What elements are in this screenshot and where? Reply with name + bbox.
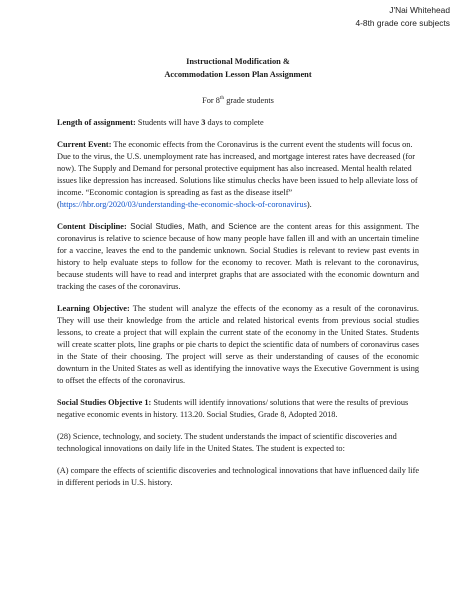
content-discipline-label: Content Discipline: — [57, 221, 127, 231]
subtitle-text-end: grade students — [224, 95, 274, 105]
link-close-paren: ). — [306, 199, 312, 209]
assignment-length-label: Length of assignment: — [57, 117, 136, 127]
objective-1-text: Students will identify innovations/ solutions that were the results of previous negative economic events in history. 113.20. Social Studies, Grade 8, Adopted 2018. — [57, 397, 409, 419]
current-event-section — [57, 139, 419, 211]
grade-level-subtitle — [57, 92, 419, 107]
objective-1-label: Social Studies Objective 1: — [57, 397, 152, 407]
learning-objective-section — [57, 303, 419, 387]
link-open-paren: ( — [57, 199, 60, 209]
assignment-length — [57, 117, 419, 129]
content-discipline-subjects: Social Studies, Math, and Science — [126, 221, 257, 231]
teks-28a-standard: (A) compare the effects of scientific discoveries and technological innovations that have influenced daily life in different periods in U.S. history. — [57, 465, 420, 487]
header — [355, 4, 450, 30]
title-line-2: Accommodation Lesson Plan Assignment — [164, 69, 312, 79]
assignment-days: 3 — [201, 117, 206, 127]
teks-28-standard: (28) Science, technology, and society. The student understands the impact of scientific discoveries and technological innovations on daily life in the United States. The student is expected to: — [57, 431, 397, 453]
content-discipline-section — [57, 221, 419, 293]
document-title — [57, 56, 419, 81]
author-name: J'Nai Whitehead — [389, 5, 450, 15]
assignment-length-text-end: days to complete — [205, 117, 264, 127]
subtitle-text: For 8 — [202, 95, 220, 105]
learning-objective-label: Learning Objective: — [57, 303, 130, 313]
learning-objective-text: The student will analyze the effects of the economy as a result of the coronavirus. They will use their knowledge from the article and related historical events from previous social studies lessons, to create a project that will explain the current state of the economy in the United States. Students will create scatter plots, line graphs or pie charts to depict the scientific data of numbers of coronavirus cases in the State of their choosing. The project will serve as their understanding of causes of the economic downturn in the United States as well as identifying the innovative ways the Executive Government is using to offset the effects of the coronavirus. — [57, 303, 419, 385]
article-link[interactable]: https://hbr.org/2020/03/understanding-the-economic-shock-of-coronavirus — [59, 199, 307, 209]
title-line-1: Instructional Modification & — [186, 57, 290, 66]
social-studies-objective-1 — [57, 397, 419, 421]
subtitle-superscript: th — [219, 95, 225, 101]
content-discipline-text: are the content areas for this assignment. The coronavirus is relative to science because of how many people have fallen ill and with an uncertain timeline for a vaccine, leaves the end to the pandemic unknown. Social Studies is relevant to review past events in history to help evaluate steps to follow for the economy to recover. Math is relevant to the coronavirus, because students will have to read and interpret graphs that are associated with the economic downturn and tracking the cases of the coronavirus. — [57, 221, 420, 291]
assignment-length-text: Students will have — [135, 117, 202, 127]
grade-subjects: 4-8th grade core subjects — [355, 18, 450, 28]
current-event-label: Current Event: — [57, 139, 112, 149]
document-body — [57, 56, 419, 489]
current-event-text: The economic effects from the Coronavirus is the current event the students will focus on. Due to the virus, the U.S. unemployment rate has increased, and mortgage interest rates have decreased (for now). The Supply and Demand for personal protective equipment has also increased. Mental health related issues like depression has increased. Solutions like stimulus checks have been issued to help alleviate loss of income. “Economic contagion is spreading as fast as the disease itself” — [57, 139, 418, 197]
